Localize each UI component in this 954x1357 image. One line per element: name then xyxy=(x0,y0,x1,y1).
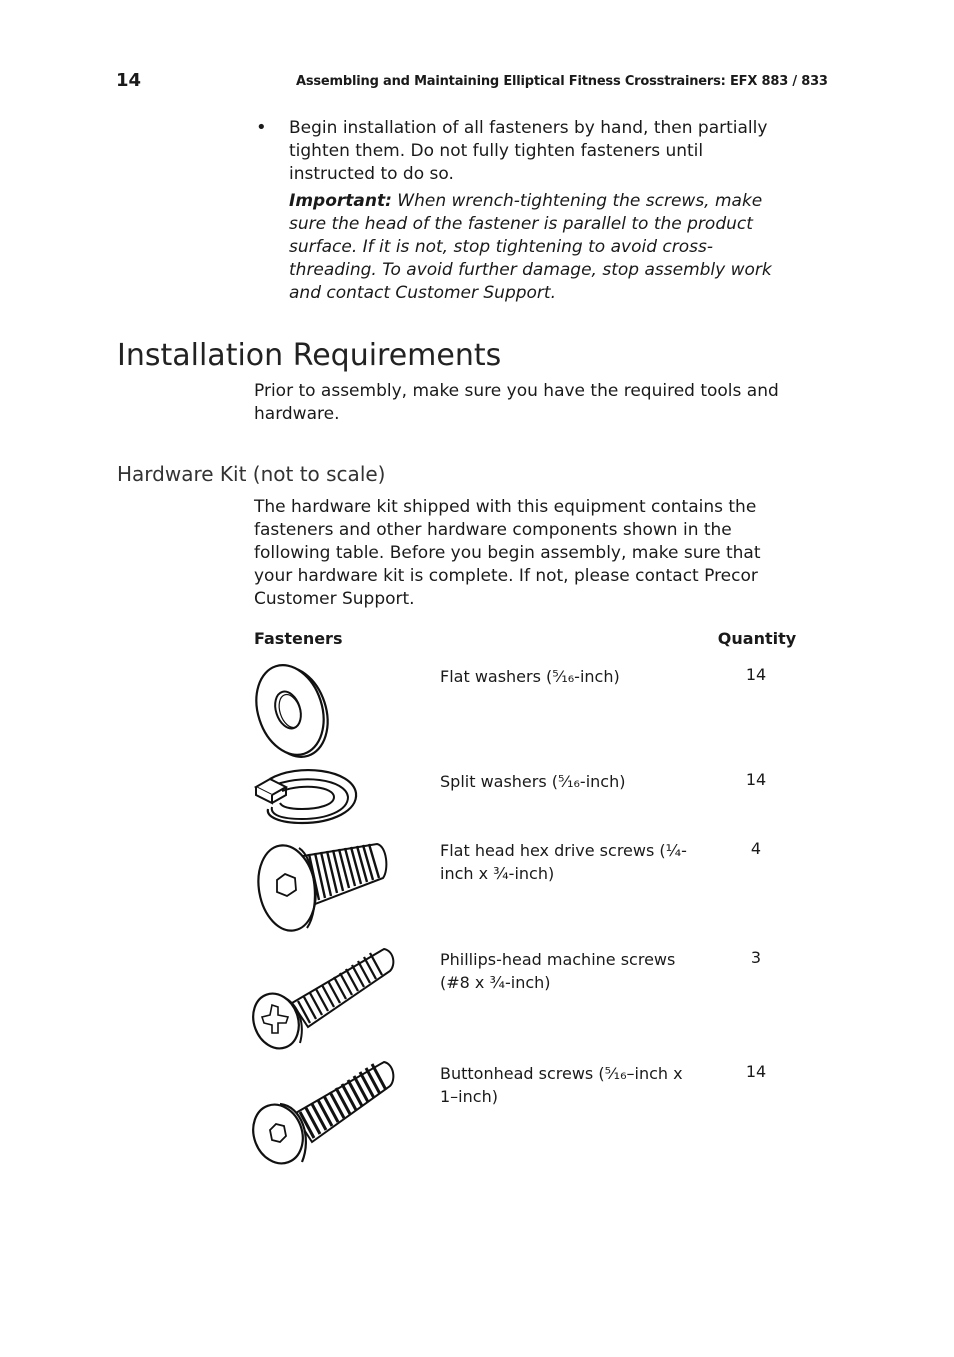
column-header-fasteners: Fasteners xyxy=(254,629,343,648)
running-header: Assembling and Maintaining Elliptical Fitness Crosstrainers: EFX 883 / 833 xyxy=(296,74,828,89)
row-description: Buttonhead screws (⁵⁄₁₆–inch x 1–inch) xyxy=(440,1064,683,1106)
row-description: Split washers (⁵⁄₁₆-inch) xyxy=(440,772,626,791)
flat-washer-icon xyxy=(250,660,334,762)
subsection-title: Hardware Kit (not to scale) xyxy=(117,462,386,486)
section-title: Installation Requirements xyxy=(117,338,502,373)
phillips-head-screw-icon xyxy=(252,945,398,1053)
row-quantity: 3 xyxy=(750,948,762,967)
hardware-kit-text: The hardware kit shipped with this equipment contains the fasteners and other hardware components shown in the following table. Before you begin assembly, make sure that your hardware kit is complete. If not, please contact Precor Customer Support. xyxy=(254,497,761,609)
buttonhead-screw-icon xyxy=(252,1058,398,1168)
bullet-marker: • xyxy=(256,117,267,138)
page-number: 14 xyxy=(116,70,142,91)
bullet-text: Begin installation of all fasteners by hand, then partially tighten them. Do not fully tighten fasteners until instructed to do so. xyxy=(289,118,768,184)
row-quantity: 4 xyxy=(750,839,762,858)
flat-head-hex-screw-icon xyxy=(255,838,391,934)
important-text: When wrench-tightening the screws, make sure the head of the fastener is parallel to the product surface. If it is not, stop tightening to avoid cross-threading. To avoid further damage, stop assembly work and contact Customer Support. xyxy=(289,191,772,303)
row-description: Flat head hex drive screws (¼-inch x ¾-inch) xyxy=(440,841,687,883)
important-label: Important: xyxy=(289,191,392,211)
column-header-quantity: Quantity xyxy=(717,629,797,648)
row-quantity: 14 xyxy=(745,1062,767,1081)
row-quantity: 14 xyxy=(745,770,767,789)
row-description: Phillips-head machine screws (#8 x ¾-inch) xyxy=(440,950,676,992)
split-washer-icon xyxy=(252,765,360,829)
important-note xyxy=(289,190,794,305)
row-quantity: 14 xyxy=(745,665,767,684)
row-description: Flat washers (⁵⁄₁₆-inch) xyxy=(440,667,620,686)
section-intro: Prior to assembly, make sure you have the required tools and hardware. xyxy=(254,381,779,424)
